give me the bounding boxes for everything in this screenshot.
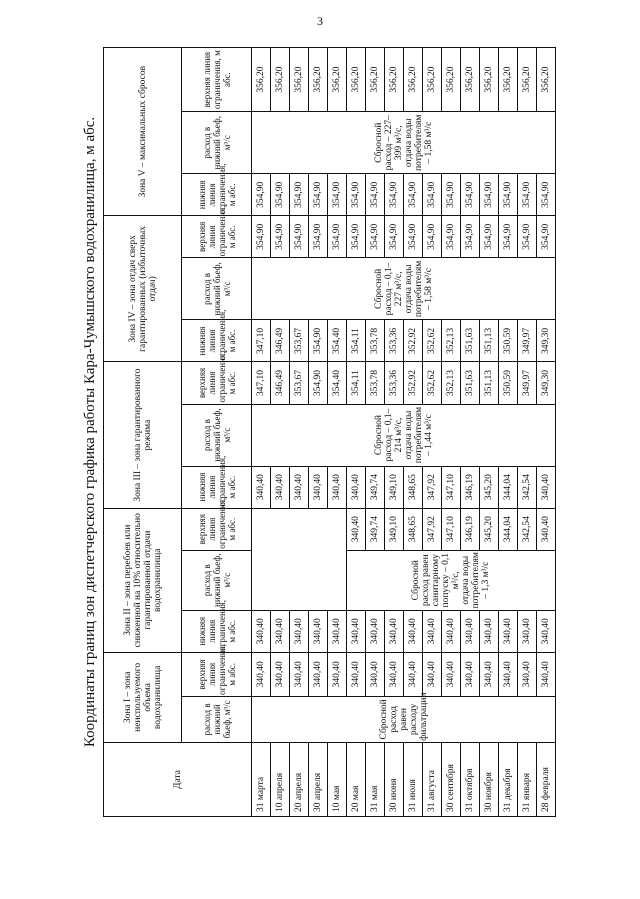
zone3-upper-value: 353,36: [385, 362, 404, 404]
zone1-upper-value: 340,40: [537, 652, 556, 696]
zone5-lower-value: 354,90: [423, 174, 442, 216]
zone3-lower-value: 345,20: [480, 466, 499, 508]
zone3-upper-value: 351,13: [480, 362, 499, 404]
zone3-upper-value: 349,30: [537, 362, 556, 404]
zone3-discharge-note: [252, 404, 556, 466]
zone3-lower-value: 340,40: [328, 466, 347, 508]
zone3-upper-value: 352,62: [423, 362, 442, 404]
zone2-upper-value: 349,74: [366, 508, 385, 550]
zone4-lower-value: 346,49: [271, 320, 290, 362]
zones-table: [103, 47, 556, 817]
row-date: 31 марта: [252, 742, 271, 816]
zone5-upper-value: 356,20: [252, 48, 271, 112]
zone2-upper-value: 345,20: [480, 508, 499, 550]
zone5-lower-value: 354,90: [442, 174, 461, 216]
row-date: 31 декабря: [499, 742, 518, 816]
zone2-lower-value: 340,40: [252, 610, 271, 652]
zone1-upper-value: 340,40: [252, 652, 271, 696]
zone3-discharge-note-line: отдача воды потребителям – 1,44 м³/с: [403, 406, 434, 464]
row-date: 20 апреля: [290, 742, 309, 816]
zone2-lower-value: 340,40: [423, 610, 442, 652]
zone4-lower-value: 349,30: [537, 320, 556, 362]
zone1-discharge-note-line: Сбросной расход равен расходу фильтрации: [378, 692, 429, 741]
header-zone4-discharge: расход в нижний бьеф, м³/с: [182, 258, 252, 320]
zone1-upper-value: 340,40: [499, 652, 518, 696]
header-zone1-upper: верхняя линия ограничения, м абс.: [182, 652, 252, 696]
document-title: Координаты границ зон диспетчерского графика работы Кара-Чумышского водохранилища, м абс.: [82, 116, 98, 748]
zone3-lower-value: 340,40: [309, 466, 328, 508]
zone2-discharge-note: [347, 550, 556, 610]
zone3-lower-value: 348,65: [404, 466, 423, 508]
header-zone1-discharge: расход в нижний бьеф, м³/с: [182, 696, 252, 742]
zone3-upper-value: 346,49: [271, 362, 290, 404]
header-zone2-discharge: расход в нижний бьеф, м³/с: [182, 550, 252, 610]
row-date: 10 апреля: [271, 742, 290, 816]
zone2-lower-value: 340,40: [518, 610, 537, 652]
header-date: Дата: [104, 742, 252, 816]
zone4-lower-value: 350,59: [499, 320, 518, 362]
row-date: 30 июня: [385, 742, 404, 816]
header-zone4-upper: верхняя линия ограничения, м абс.: [182, 216, 252, 258]
row-date: 30 апреля: [309, 742, 328, 816]
zone1-upper-value: 340,40: [385, 652, 404, 696]
zone1-upper-value: 340,40: [423, 652, 442, 696]
zone3-upper-value: 350,59: [499, 362, 518, 404]
zone2-upper-value: 340,40: [347, 508, 366, 550]
zone4-upper-value: 354,90: [537, 216, 556, 258]
zone5-lower-value: 354,90: [480, 174, 499, 216]
zone5-lower-value: 354,90: [271, 174, 290, 216]
zone2-lower-value: 340,40: [537, 610, 556, 652]
zone2-lower-value: 340,40: [309, 610, 328, 652]
zone5-discharge-note-line: Сбросной расход – 227–399 м³/с,: [373, 115, 404, 171]
zone5-lower-value: 354,90: [461, 174, 480, 216]
zone2-lower-value: 340,40: [290, 610, 309, 652]
zone5-upper-value: 356,20: [328, 48, 347, 112]
row-date: 31 июля: [404, 742, 423, 816]
zone2-upper-value: 344,04: [499, 508, 518, 550]
zone2-blank: [252, 508, 347, 610]
zone1-upper-value: 340,40: [271, 652, 290, 696]
zone2-upper-value: 348,65: [404, 508, 423, 550]
zone2-lower-value: 340,40: [347, 610, 366, 652]
zone5-upper-value: 356,20: [461, 48, 480, 112]
zone4-upper-value: 354,90: [309, 216, 328, 258]
zone1-upper-value: 340,40: [309, 652, 328, 696]
zone3-upper-value: 353,67: [290, 362, 309, 404]
header-zone2: Зона II – зона перебоев или сниженной на 10% относительно гарантированной отдачи водохранилища: [104, 508, 182, 652]
zone2-upper-value: 346,19: [461, 508, 480, 550]
row-date: 20 мая: [347, 742, 366, 816]
zone2-upper-value: 340,40: [537, 508, 556, 550]
zone2-upper-value: 342,54: [518, 508, 537, 550]
zone1-upper-value: 340,40: [480, 652, 499, 696]
zone4-lower-value: 351,13: [480, 320, 499, 362]
zone3-upper-value: 352,92: [404, 362, 423, 404]
zone3-lower-value: 340,40: [290, 466, 309, 508]
zone1-discharge-note: [252, 692, 556, 742]
zone5-discharge-note-line: отдача воды потребителям – 1,58 м³/с: [403, 114, 434, 171]
zone4-upper-value: 354,90: [480, 216, 499, 258]
zone2-upper-value: 349,10: [385, 508, 404, 550]
zone4-lower-value: 353,67: [290, 320, 309, 362]
zone1-upper-value: 340,40: [404, 652, 423, 696]
zone3-lower-value: 340,40: [271, 466, 290, 508]
zone4-lower-value: 352,62: [423, 320, 442, 362]
row-date: 31 октября: [461, 742, 480, 816]
rotated-table-region: [79, 47, 551, 817]
zone3-upper-value: 354,11: [347, 362, 366, 404]
zone2-discharge-note-line: отдача воды потребителям – 1,3 м³/с: [461, 552, 491, 609]
zone3-discharge-note-line: Сбросной расход – 0,1–214 м³/с,: [373, 408, 404, 462]
zone2-lower-value: 340,40: [366, 610, 385, 652]
zone5-lower-value: 354,90: [404, 174, 423, 216]
zone2-upper-value: 347,92: [423, 508, 442, 550]
header-zone2-upper: верхняя линия ограничения, м абс.: [182, 508, 252, 550]
zone5-discharge-note: [252, 112, 556, 174]
header-zone3: Зона III – зона гарантированного режима: [104, 362, 182, 508]
zone3-upper-value: 354,40: [328, 362, 347, 404]
zone5-upper-value: 356,20: [404, 48, 423, 112]
row-date: 31 мая: [366, 742, 385, 816]
zone3-upper-value: 353,78: [366, 362, 385, 404]
zone5-lower-value: 354,90: [499, 174, 518, 216]
header-zone3-discharge: расход в нижний бьеф, м³/с: [182, 404, 252, 466]
zone5-upper-value: 356,20: [366, 48, 385, 112]
zone4-lower-value: 347,10: [252, 320, 271, 362]
zone3-lower-value: 344,04: [499, 466, 518, 508]
zone5-upper-value: 356,20: [290, 48, 309, 112]
zone1-upper-value: 340,40: [461, 652, 480, 696]
zone4-lower-value: 352,13: [442, 320, 461, 362]
zone1-upper-value: 340,40: [442, 652, 461, 696]
zone5-upper-value: 356,20: [499, 48, 518, 112]
zone4-upper-value: 354,90: [252, 216, 271, 258]
zone5-upper-value: 356,20: [347, 48, 366, 112]
zone5-upper-value: 356,20: [442, 48, 461, 112]
zone5-lower-value: 354,90: [385, 174, 404, 216]
zone5-lower-value: 354,90: [347, 174, 366, 216]
zone4-upper-value: 354,90: [290, 216, 309, 258]
zone2-lower-value: 340,40: [385, 610, 404, 652]
zone5-upper-value: 356,20: [271, 48, 290, 112]
zone5-lower-value: 354,90: [328, 174, 347, 216]
zone1-upper-value: 340,40: [347, 652, 366, 696]
zone5-lower-value: 354,90: [309, 174, 328, 216]
zone4-upper-value: 354,90: [347, 216, 366, 258]
zone5-lower-value: 354,90: [518, 174, 537, 216]
zone4-upper-value: 354,90: [271, 216, 290, 258]
header-zone2-lower: нижняя линия ограничения, м абс.: [182, 610, 252, 652]
zone2-discharge-note-line: попуску – 0,1 м³/с,: [441, 552, 461, 608]
table-row: [252, 48, 271, 817]
zone3-lower-value: 349,74: [366, 466, 385, 508]
zone3-lower-value: 346,19: [461, 466, 480, 508]
zone5-lower-value: 354,90: [537, 174, 556, 216]
zone5-lower-value: 354,90: [290, 174, 309, 216]
zone2-discharge-note-line: Сбросной расход равен санитарному: [411, 554, 441, 607]
zone4-lower-value: 353,36: [385, 320, 404, 362]
header-zone5-discharge: расход в нижний бьеф, м³/с: [182, 112, 252, 174]
header-zone3-lower: нижняя линия ограничения, м абс.: [182, 466, 252, 508]
zone4-upper-value: 354,90: [423, 216, 442, 258]
zone3-lower-value: 340,40: [537, 466, 556, 508]
zone4-upper-value: 354,90: [328, 216, 347, 258]
header-zone4: Зона IV – зона отдач сверх гарантированных (избыточных отдач): [104, 216, 182, 362]
header-zone5-upper: верхняя линия ограничения, м абс.: [182, 48, 252, 112]
zone4-lower-value: 351,63: [461, 320, 480, 362]
zone2-lower-value: 340,40: [499, 610, 518, 652]
header-zone5-lower: нижняя линия ограничения, м абс.: [182, 174, 252, 216]
zone4-discharge-note-line: Сбросной расход – 0,1–227 м³/с,: [373, 262, 404, 316]
header-zone4-lower: нижняя линия ограничения, м абс.: [182, 320, 252, 362]
zone4-upper-value: 354,90: [404, 216, 423, 258]
zone4-lower-value: 354,11: [347, 320, 366, 362]
zone2-upper-value: 347,10: [442, 508, 461, 550]
zone5-upper-value: 356,20: [537, 48, 556, 112]
zone3-lower-value: 349,10: [385, 466, 404, 508]
zone4-upper-value: 354,90: [385, 216, 404, 258]
zone5-lower-value: 354,90: [366, 174, 385, 216]
zone2-lower-value: 340,40: [442, 610, 461, 652]
row-date: 10 мая: [328, 742, 347, 816]
zone4-upper-value: 354,90: [518, 216, 537, 258]
zone2-lower-value: 340,40: [480, 610, 499, 652]
zone4-lower-value: 354,40: [328, 320, 347, 362]
zone4-lower-value: 349,97: [518, 320, 537, 362]
zone4-lower-value: 354,90: [309, 320, 328, 362]
header-zone1: Зона I – зона неиспользуемого объема водохранилища: [104, 652, 182, 742]
zone4-upper-value: 354,90: [461, 216, 480, 258]
row-date: 31 января: [518, 742, 537, 816]
header-zone5: Зона V – максимальных сбросов: [104, 48, 182, 216]
table-body: [252, 48, 556, 817]
zone3-lower-value: 342,54: [518, 466, 537, 508]
zone3-upper-value: 354,90: [309, 362, 328, 404]
header-zone3-upper: верхняя линия ограничения, м абс.: [182, 362, 252, 404]
zone2-lower-value: 340,40: [271, 610, 290, 652]
zone2-lower-value: 340,40: [404, 610, 423, 652]
zone5-upper-value: 356,20: [309, 48, 328, 112]
zone3-lower-value: 347,10: [442, 466, 461, 508]
zone5-lower-value: 354,90: [252, 174, 271, 216]
zone4-upper-value: 354,90: [499, 216, 518, 258]
zone5-upper-value: 356,20: [385, 48, 404, 112]
zone5-upper-value: 356,20: [480, 48, 499, 112]
zone3-lower-value: 340,40: [347, 466, 366, 508]
zone4-upper-value: 354,90: [366, 216, 385, 258]
zone4-upper-value: 354,90: [442, 216, 461, 258]
row-date: 28 февраля: [537, 742, 556, 816]
zone1-upper-value: 340,40: [290, 652, 309, 696]
zone3-upper-value: 351,63: [461, 362, 480, 404]
zone5-upper-value: 356,20: [518, 48, 537, 112]
page-number: 3: [317, 14, 323, 28]
zone2-lower-value: 340,40: [328, 610, 347, 652]
zone1-upper-value: 340,40: [518, 652, 537, 696]
zone4-lower-value: 352,92: [404, 320, 423, 362]
zone2-lower-value: 340,40: [461, 610, 480, 652]
zone3-upper-value: 352,13: [442, 362, 461, 404]
zone1-upper-value: 340,40: [328, 652, 347, 696]
zone3-lower-value: 340,40: [252, 466, 271, 508]
zone5-upper-value: 356,20: [423, 48, 442, 112]
zone3-lower-value: 347,92: [423, 466, 442, 508]
zone4-lower-value: 353,78: [366, 320, 385, 362]
zone3-upper-value: 347,10: [252, 362, 271, 404]
zone1-upper-value: 340,40: [366, 652, 385, 696]
row-date: 30 ноября: [480, 742, 499, 816]
row-date: 30 сентября: [442, 742, 461, 816]
zone4-discharge-note-line: отдача воды потребителям – 1,58 м³/с: [403, 260, 434, 318]
zone4-discharge-note: [252, 258, 556, 320]
zone3-upper-value: 349,97: [518, 362, 537, 404]
row-date: 31 августа: [423, 742, 442, 816]
